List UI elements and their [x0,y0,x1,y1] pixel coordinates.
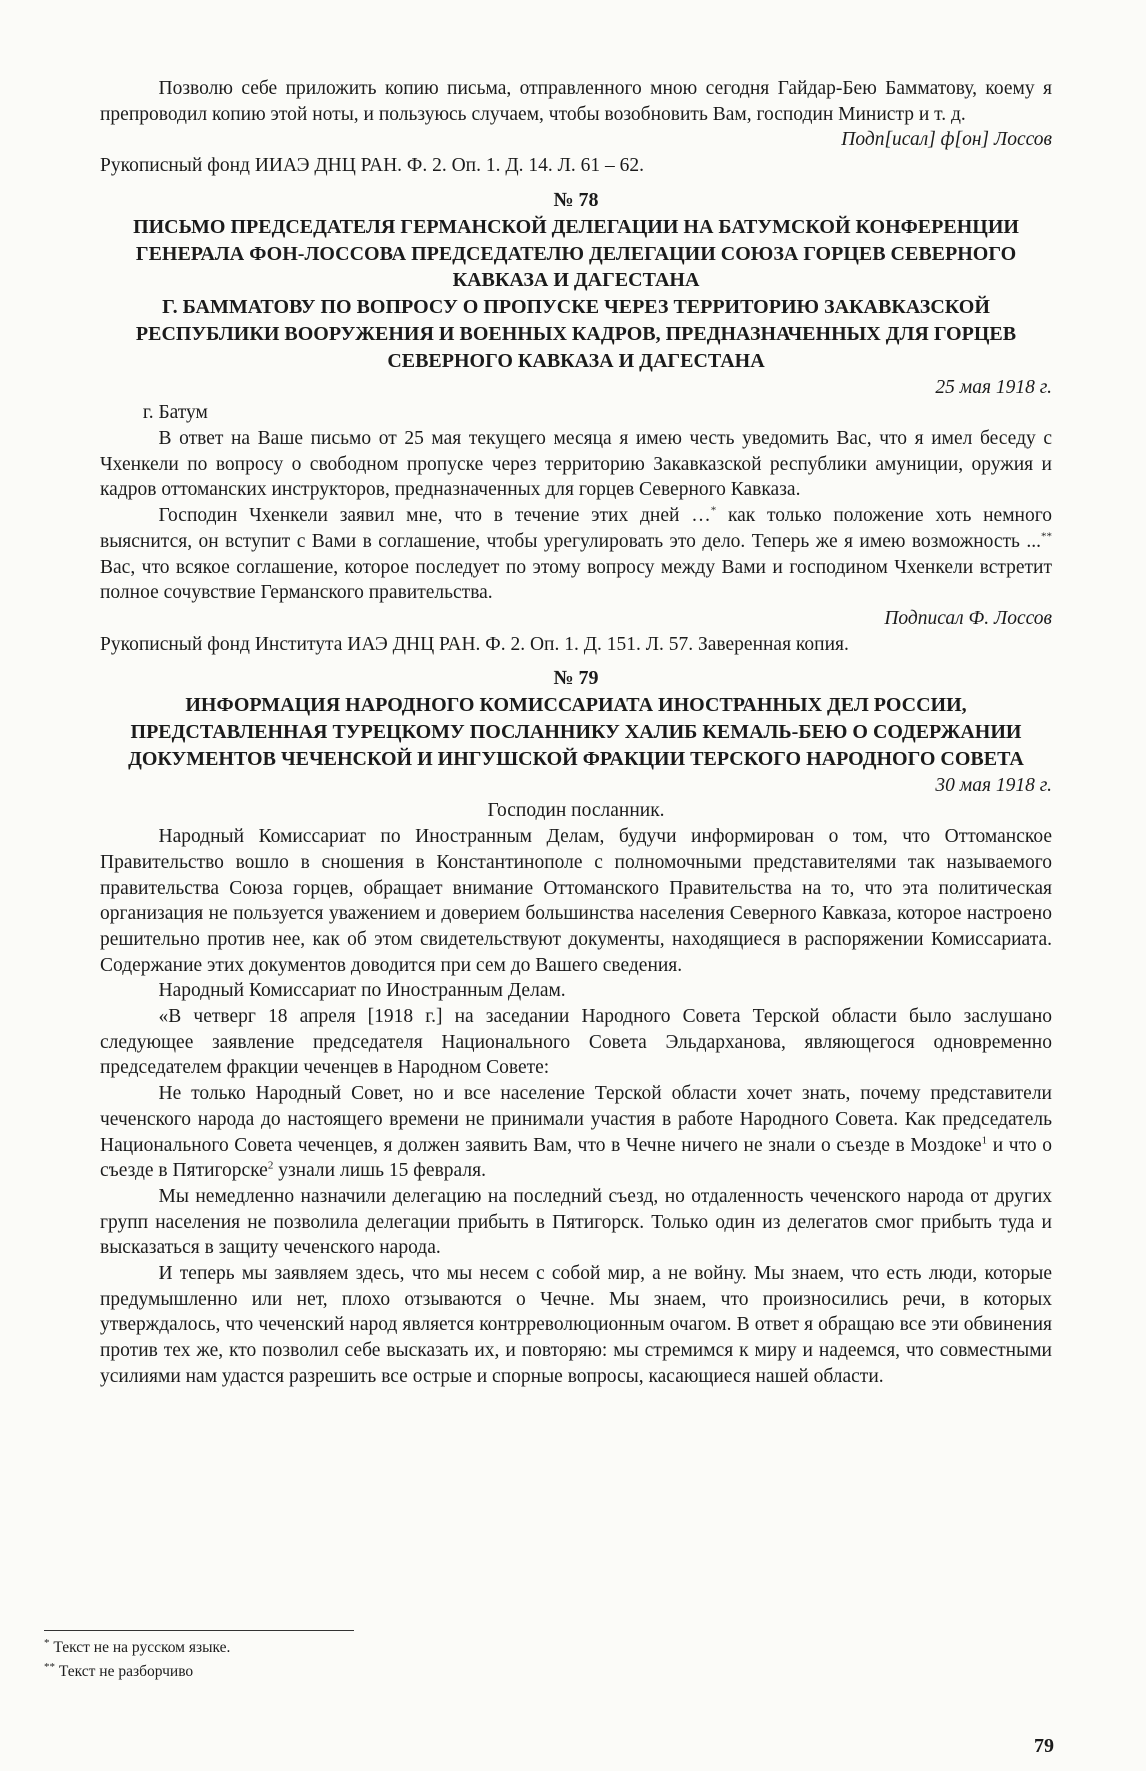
footnote-1-mark: * [44,1636,50,1649]
doc78-date: 25 мая 1918 г. [935,376,1052,398]
intro-paragraph: Позволю себе приложить копию письма, отправленного мною сегодня Гайдар-Бею Бамматову, коему я препроводил копию этой ноты, и пользуюсь случаем, чтобы возобновить Вам, господин Министр и т. д. [100,78,1052,125]
page-body [100,76,1052,1390]
doc79-address: Господин посланник. [487,800,665,822]
doc79-paragraph-1: Народный Комиссариат по Иностранным Делам, будучи информирован о том, что Оттоманское Правительство вошло в сношения в Константинополе с полномочными представителями так называемого правительства Союза горцев, обращает внимание Оттоманского Правительства на то, что эта политическая организация не пользуется уважением и доверием большинства населения Северного Кавказа, которое настроено решительно против нее, как об этом свидетельствуют документы, находящиеся в распоряжении Комиссариата. Содержание этих документов доводится при сем до Вашего сведения. [100,826,1052,976]
doc78-p2-part-b: как только положение хоть немного выяснится, он вступит с Вами в соглашение, чтобы урегулировать это дело. Теперь же я имею возможность ... [100,505,1052,552]
doc79-title: ИНФОРМАЦИЯ НАРОДНОГО КОМИССАРИАТА ИНОСТРАННЫХ ДЕЛ РОССИИ, ПРЕДСТАВЛЕННАЯ ТУРЕЦКОМУ ПОСЛАННИКУ ХАЛИБ КЕМАЛЬ-БЕЮ О СОДЕРЖАНИИ ДОКУМЕНТОВ ЧЕЧЕНСКОЙ И ИНГУШСКОЙ ФРАКЦИИ ТЕРСКОГО НАРОДНОГО СОВЕТА [128,694,1024,770]
doc78-place: г. Батум [142,402,208,424]
page-number: 79 [1034,1735,1054,1757]
doc78-source: Рукописный фонд Института ИАЭ ДНЦ РАН. Ф. 2. Оп. 1. Д. 151. Л. 57. Заверенная копия. [100,633,849,655]
footnote-divider [44,1630,354,1631]
doc78-signature: Подписал Ф. Лоссов [884,607,1052,629]
doc78-title-part2: Г. БАММАТОВУ ПО ВОПРОСУ О ПРОПУСКЕ ЧЕРЕЗ ТЕРРИТОРИЮ ЗАКАВКАЗСКОЙ РЕСПУБЛИКИ ВООРУЖЕНИЯ И ВОЕННЫХ КАДРОВ, ПРЕДНАЗНАЧЕННЫХ ДЛЯ ГОРЦЕВ СЕВЕРНОГО КАВКАЗА И ДАГЕСТАНА [135,296,1017,372]
doc78-p2-part-c: Вас, что всякое соглашение, которое последует по этому вопросу между Вами и господином Чхенкели встретит полное сочувствие Германского правительства. [100,556,1052,604]
doc78-title-part1: ПИСЬМО ПРЕДСЕДАТЕЛЯ ГЕРМАНСКОЙ ДЕЛЕГАЦИИ НА БАТУМСКОЙ КОНФЕРЕНЦИИ ГЕНЕРАЛА ФОН-ЛОССОВА ПРЕДСЕДАТЕЛЮ ДЕЛЕГАЦИИ СОЮЗА ГОРЦЕВ СЕВЕРНОГО КАВКАЗА И ДАГЕСТАНА [133,215,1019,292]
doc78-paragraph-2 [100,503,1052,606]
footnote-ref-2: 2 [267,1159,274,1172]
doc78-p2-part-a: Господин Чхенкели заявил мне, что в течение этих дней … [158,505,711,527]
doc79-p4-part-a: Не только Народный Совет, но и все население Терской области хочет знать, почему представители чеченского народа до настоящего времени не принимали участия в работе Народного Совета. Как председатель Национального Совета чеченцев, я должен заявить Вам, что в Чечне ничего не знали о съезде в Моздоке [100,1083,1052,1156]
doc79-paragraph-3: «В четверг 18 апреля [1918 г.] на заседании Народного Совета Терской области было заслушано следующее заявление председателя Национального Совета Эльдарханова, являющегося одновременно председателем фракции чеченцев в Народном Совете: [100,1006,1052,1079]
footnote-2 [44,1662,193,1682]
doc78-paragraph-1: В ответ на Ваше письмо от 25 мая текущего месяца я имею честь уведомить Вас, что я имел беседу с Чхенкели по вопросу о свободном пропуске через территорию Закавказской республики амуниции, оружия и кадров оттоманских инструкторов, предназначенных для горцев Северного Кавказа. [100,428,1052,501]
doc79-paragraph-4 [100,1081,1052,1184]
footnote-ref-1: 1 [981,1134,988,1147]
doc79-paragraph-5: Мы немедленно назначили делегацию на последний съезд, но отдаленность чеченского народа от других групп населения не позволила делегации прибыть в Пятигорск. Только один из делегатов смог прибыть туда и высказаться в защиту чеченского народа. [100,1185,1052,1259]
intro-signature: Подп[исал] ф[он] Лоссов [841,129,1052,151]
doc79-paragraph-2: Народный Комиссариат по Иностранным Делам. [158,980,566,1002]
footnote-marker-2: ** [1041,530,1052,543]
doc79-number: № 79 [553,667,599,690]
doc79-p4-part-c: узнали лишь 15 февраля. [273,1160,486,1182]
doc78-number: № 78 [553,188,599,211]
footnote-2-mark: ** [44,1660,55,1673]
intro-source: Рукописный фонд ИИАЭ ДНЦ РАН. Ф. 2. Оп. 1. Д. 14. Л. 61 – 62. [100,155,645,177]
doc79-date: 30 мая 1918 г. [935,774,1052,796]
footnote-2-text: Текст не разборчиво [55,1663,194,1680]
doc79-paragraph-6: И теперь мы заявляем здесь, что мы несем с собой мир, а не войну. Мы знаем, что есть люди, которые предумышленно или нет, плохо отзываются о Чечне. Мы знаем, что произносились речи, в которых утверждалось, что чеченский народ является контрреволюционным очагом. В ответ я обращаю все эти обвинения против тех же, кто позволил себе высказать их, и повторяю: мы стремимся к миру и надеемся, что совместными усилиями нам удастся разрешить все острые и спорные вопросы, касающиеся нашей области. [100,1263,1052,1387]
footnote-marker-1: * [710,504,717,517]
footnote-1 [44,1638,230,1658]
doc79-p4-part-b: и что о съезде в Пятигорске [100,1134,1052,1182]
footnote-1-text: Текст не на русском языке. [49,1639,231,1656]
